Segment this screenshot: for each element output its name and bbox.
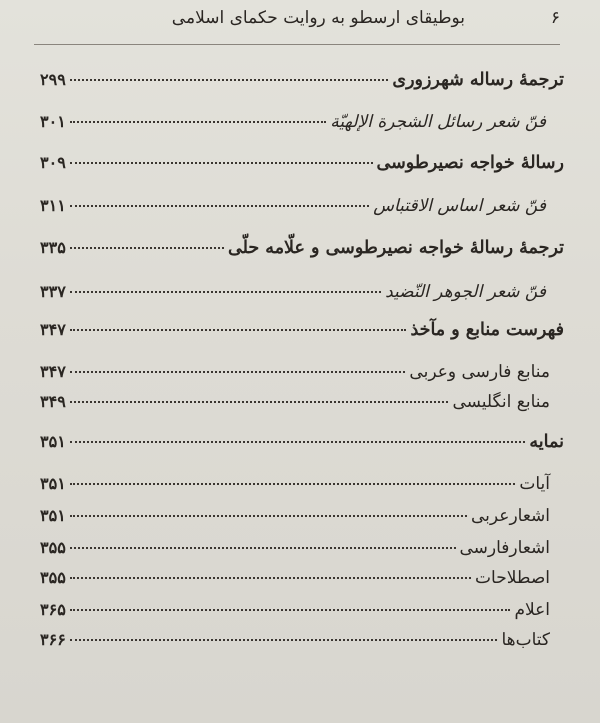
dot-leader <box>70 483 516 485</box>
toc-entry-label: اعلام <box>514 600 550 620</box>
toc-entry-index[interactable] <box>40 432 564 462</box>
toc-entry-page: ۳۱۱ <box>40 196 66 215</box>
dot-leader <box>70 577 471 579</box>
toc-entry-label: اشعارعربی <box>471 506 550 526</box>
toc-entry-persian-poems[interactable] <box>40 538 550 568</box>
toc-entry-page: ۳۵۱ <box>40 474 66 493</box>
dot-leader <box>70 371 406 373</box>
toc-entry-persian-arabic-sources[interactable] <box>40 362 550 392</box>
toc-entry-bibliography[interactable] <box>40 320 564 350</box>
running-head <box>40 8 560 38</box>
toc-entry-tusi-treatise[interactable] <box>40 153 564 183</box>
toc-entry-terms[interactable] <box>40 568 550 598</box>
toc-entry-page: ۳۳۷ <box>40 282 66 301</box>
toc-entry-page: ۳۴۷ <box>40 320 66 339</box>
toc-entry-page: ۲۹۹ <box>40 70 66 89</box>
toc-entry-label: فنّ شعر اساس الاقتباس <box>373 196 546 216</box>
toc-entry-shajara-poetics[interactable] <box>40 112 546 142</box>
toc-entry-label: ترجمۀ رسالۀ خواجه نصیرطوسی و علّامه حلّی <box>228 238 564 258</box>
toc-entry-label: اصطلاحات <box>475 568 550 588</box>
toc-entry-label: رسالۀ خواجه نصیرطوسی <box>376 153 564 173</box>
dot-leader <box>70 121 326 123</box>
dot-leader <box>70 329 407 331</box>
toc-entry-english-sources[interactable] <box>40 392 550 422</box>
toc-entry-label: منابع فارسی وعربی <box>409 362 550 382</box>
toc-entry-shahrazuri-translation[interactable] <box>40 70 564 100</box>
toc-entry-jawhar-poetics[interactable] <box>40 282 546 312</box>
toc-entry-verses[interactable] <box>40 474 550 504</box>
toc-entry-label: نمایه <box>529 432 564 452</box>
toc-entry-label: ترجمۀ رساله شهرزوری <box>392 70 564 90</box>
dot-leader <box>70 205 369 207</box>
toc-entry-page: ۳۶۶ <box>40 630 66 649</box>
dot-leader <box>70 401 449 403</box>
toc-entry-arabic-poems[interactable] <box>40 506 550 536</box>
dot-leader <box>70 609 511 611</box>
toc-entry-label: اشعارفارسی <box>459 538 550 558</box>
toc-entry-page: ۳۶۵ <box>40 600 66 619</box>
toc-entry-page: ۳۵۵ <box>40 538 66 557</box>
dot-leader <box>70 162 373 164</box>
dot-leader <box>70 515 467 517</box>
toc-entry-asas-poetics[interactable] <box>40 196 546 226</box>
toc-entry-page: ۳۴۹ <box>40 392 66 411</box>
toc-entry-tusi-hilli-translation[interactable] <box>40 238 564 268</box>
toc-entry-page: ۳۵۱ <box>40 506 66 525</box>
toc-entry-label: منابع انگلیسی <box>452 392 550 412</box>
book-title: بوطیقای ارسطو به روایت حکمای اسلامی <box>171 8 465 28</box>
toc-entry-page: ۳۰۹ <box>40 153 66 172</box>
toc-entry-page: ۳۳۵ <box>40 238 66 257</box>
toc-entry-books[interactable] <box>40 630 550 660</box>
dot-leader <box>70 441 526 443</box>
toc-entry-label: کتاب‌ها <box>501 630 550 650</box>
toc-entry-label: فهرست منابع و مآخذ <box>410 320 564 340</box>
toc-entry-page: ۳۵۱ <box>40 432 66 451</box>
header-rule <box>34 44 560 45</box>
toc-entry-page: ۳۴۷ <box>40 362 66 381</box>
toc-entry-page: ۳۰۱ <box>40 112 66 131</box>
toc-entry-label: فنّ شعر الجوهر النّضید <box>385 282 546 302</box>
toc-entry-page: ۳۵۵ <box>40 568 66 587</box>
dot-leader <box>70 247 224 249</box>
page-number: ۶ <box>550 8 560 28</box>
toc-entry-label: فنّ شعر رسائل الشجرة الإلهيّة <box>330 112 546 132</box>
dot-leader <box>70 547 456 549</box>
dot-leader <box>70 639 498 641</box>
dot-leader <box>70 291 381 293</box>
toc-entry-names[interactable] <box>40 600 550 630</box>
dot-leader <box>70 79 389 81</box>
toc-entry-label: آیات <box>519 474 550 494</box>
